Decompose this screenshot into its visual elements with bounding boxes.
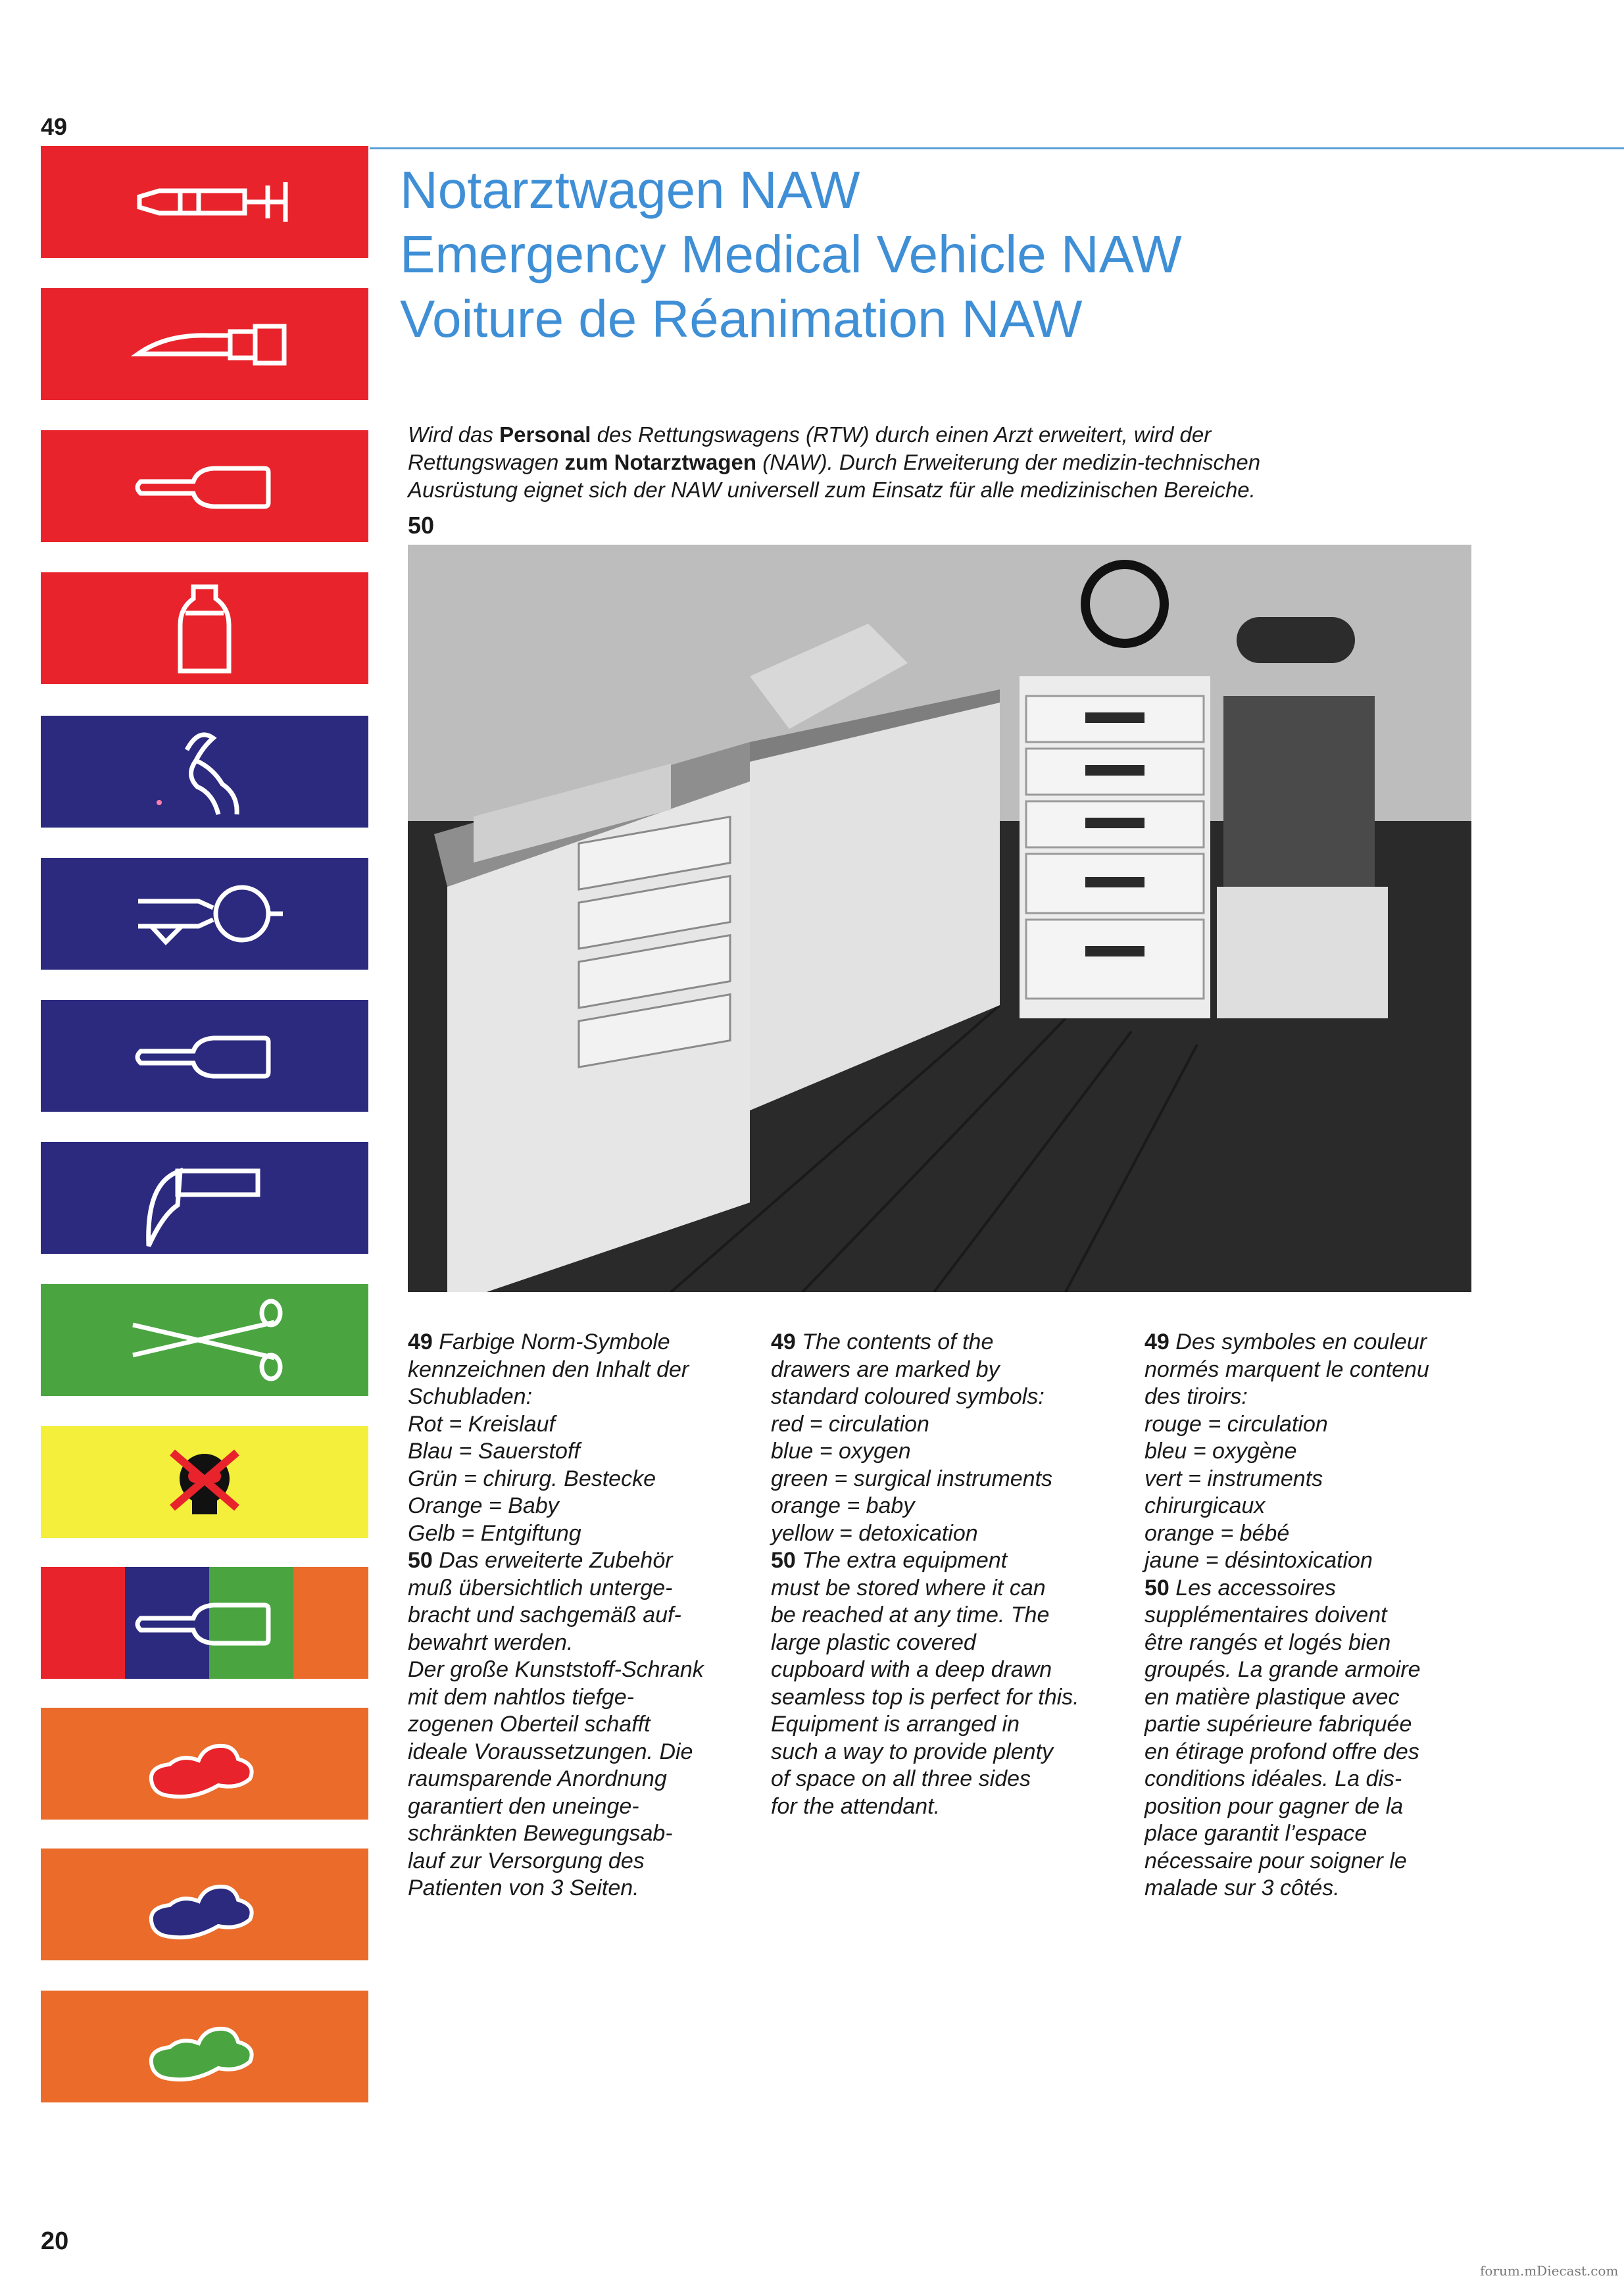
caption-line: raumsparende Anordnung — [408, 1766, 667, 1791]
caption-line: Der große Kunststoff-Schrank — [408, 1657, 704, 1682]
caption-line: position pour gagner de la — [1144, 1793, 1404, 1819]
intro-text: Ausrüstung eignet sich der NAW universell zum Einsatz für alle medizinischen Bereiche. — [408, 478, 1256, 502]
caption-line: Rot = Kreislauf — [408, 1411, 555, 1437]
caption-line: Grün = chirurg. Bestecke — [408, 1466, 656, 1491]
baby-icon — [41, 1849, 368, 1960]
symbol-ampoule-blue — [41, 1000, 368, 1112]
title-german: Notarztwagen NAW — [400, 161, 860, 219]
caption-line: yellow = detoxication — [771, 1520, 978, 1546]
symbol-multicolour-ampoule — [41, 1567, 368, 1679]
caption-line: red = circulation — [771, 1411, 929, 1437]
caption-line: muß übersichtlich unterge- — [408, 1575, 673, 1601]
scissors-icon — [41, 1284, 368, 1396]
caption-figure-number: 49 — [771, 1329, 796, 1354]
figure-label-49: 49 — [41, 113, 68, 140]
caption-line: nécessaire pour soigner le — [1144, 1848, 1407, 1874]
figure-label-50: 50 — [408, 512, 435, 539]
symbol-syringe — [41, 146, 368, 258]
caption-line: orange = baby — [771, 1493, 915, 1518]
symbol-scissors — [41, 1284, 368, 1396]
page-number: 20 — [41, 2227, 69, 2255]
title-french: Voiture de Réanimation NAW — [400, 289, 1083, 348]
watermark: forum.mDiecast.com — [1480, 2263, 1619, 2279]
photo-drawing — [408, 545, 1471, 1292]
caption-line: bewahrt werden. — [408, 1629, 574, 1655]
page-title — [400, 158, 1182, 351]
symbol-laryngoscope — [41, 716, 368, 828]
caption-line: bleu = oxygène — [1144, 1439, 1297, 1464]
caption-column-french — [1144, 1329, 1429, 1902]
skull-icon — [41, 1426, 368, 1538]
caption-line: The contents of the — [795, 1329, 994, 1354]
caption-line: garantiert den uneinge- — [408, 1793, 639, 1819]
symbol-scalpel — [41, 288, 368, 400]
caption-line: en matière plastique avec — [1144, 1684, 1400, 1710]
symbol-ampoule — [41, 430, 368, 542]
caption-column-german — [408, 1329, 704, 1902]
caption-line: of space on all three sides — [771, 1766, 1031, 1791]
caption-line: partie supérieure fabriquée — [1144, 1712, 1412, 1737]
caption-line: Farbige Norm-Symbole — [432, 1329, 670, 1354]
symbol-baby-red — [41, 1708, 368, 1820]
caption-line: blue = oxygen — [771, 1439, 911, 1464]
caption-line: must be stored where it can — [771, 1575, 1046, 1601]
scalpel-icon — [41, 288, 368, 400]
symbol-skull — [41, 1426, 368, 1538]
caption-line: Patienten von 3 Seiten. — [408, 1875, 639, 1900]
caption-line: conditions idéales. La dis- — [1144, 1766, 1402, 1791]
laryngoscope-icon — [41, 716, 368, 828]
caption-line: The extra equipment — [795, 1548, 1008, 1573]
intro-text: (NAW). Durch Erweiterung der medizin-technischen — [756, 450, 1261, 474]
symbol-baby-green — [41, 1991, 368, 2102]
caption-figure-number: 50 — [1144, 1575, 1169, 1601]
caption-line: Das erweiterte Zubehör — [432, 1548, 673, 1573]
caption-line: mit dem nahtlos tiefge- — [408, 1684, 634, 1710]
caption-line: groupés. La grande armoire — [1144, 1657, 1421, 1682]
caption-line: rouge = circulation — [1144, 1411, 1328, 1437]
caption-figure-number: 50 — [771, 1548, 796, 1573]
caption-column-english — [771, 1329, 1079, 1820]
caption-line: des tiroirs: — [1144, 1384, 1248, 1409]
caption-line: cupboard with a deep drawn — [771, 1657, 1052, 1682]
caption-line: Equipment is arranged in — [771, 1712, 1020, 1737]
caption-line: green = surgical instruments — [771, 1466, 1053, 1491]
caption-line: normés marquent le contenu — [1144, 1356, 1429, 1382]
symbol-baby-blue — [41, 1849, 368, 1960]
caption-line: drawers are marked by — [771, 1356, 1000, 1382]
caption-line: be reached at any time. The — [771, 1602, 1050, 1627]
intro-text: Wird das — [408, 422, 500, 447]
caption-line: vert = instruments — [1144, 1466, 1323, 1491]
ampoule-icon — [41, 1567, 368, 1679]
caption-line: for the attendant. — [771, 1793, 941, 1819]
breathing-bag-icon — [41, 858, 368, 970]
caption-line: malade sur 3 côtés. — [1144, 1875, 1340, 1900]
caption-figure-number: 50 — [408, 1548, 433, 1573]
caption-line: Blau = Sauerstoff — [408, 1439, 580, 1464]
intro-paragraph — [408, 421, 1493, 504]
laryngoscope-blade-icon — [41, 1142, 368, 1254]
caption-line: Gelb = Entgiftung — [408, 1520, 581, 1546]
intro-text: Rettungswagen — [408, 450, 565, 474]
caption-line: orange = bébé — [1144, 1520, 1290, 1546]
syringe-icon — [41, 146, 368, 258]
caption-line: bracht und sachgemäß auf- — [408, 1602, 681, 1627]
symbol-breathing-bag — [41, 858, 368, 970]
bottle-icon — [41, 572, 368, 684]
caption-line: Les accessoires — [1169, 1575, 1337, 1601]
caption-line: Schubladen: — [408, 1384, 533, 1409]
caption-line: lauf zur Versorgung des — [408, 1848, 645, 1874]
caption-line: seamless top is perfect for this. — [771, 1684, 1079, 1710]
caption-line: en étirage profond offre des — [1144, 1739, 1419, 1764]
caption-line: place garantit l’espace — [1144, 1821, 1367, 1846]
caption-figure-number: 49 — [1144, 1329, 1169, 1354]
caption-line: Orange = Baby — [408, 1493, 559, 1518]
symbol-bottle — [41, 572, 368, 684]
symbol-laryngoscope-blade — [41, 1142, 368, 1254]
caption-line: Des symboles en couleur — [1169, 1329, 1427, 1354]
ambulance-interior-photo — [408, 545, 1471, 1292]
caption-line: kennzeichnen den Inhalt der — [408, 1356, 689, 1382]
header-rule — [370, 147, 1624, 149]
caption-line: être rangés et logés bien — [1144, 1629, 1391, 1655]
caption-line: supplémentaires doivent — [1144, 1602, 1387, 1627]
caption-line: schränkten Bewegungsab- — [408, 1821, 673, 1846]
intro-bold-notarztwagen: zum Notarztwagen — [564, 450, 757, 474]
baby-icon — [41, 1991, 368, 2102]
caption-line: ideale Voraussetzungen. Die — [408, 1739, 693, 1764]
caption-line: such a way to provide plenty — [771, 1739, 1054, 1764]
caption-line: large plastic covered — [771, 1629, 976, 1655]
caption-line: jaune = désintoxication — [1144, 1548, 1373, 1573]
title-english: Emergency Medical Vehicle NAW — [400, 225, 1182, 284]
caption-figure-number: 49 — [408, 1329, 433, 1354]
intro-text: des Rettungswagens (RTW) durch einen Arzt erweitert, wird der — [591, 422, 1212, 447]
caption-line: zogenen Oberteil schafft — [408, 1712, 651, 1737]
ampoule-icon — [41, 1000, 368, 1112]
intro-bold-personal: Personal — [499, 422, 591, 447]
caption-line: standard coloured symbols: — [771, 1384, 1045, 1409]
caption-line: chirurgicaux — [1144, 1493, 1266, 1518]
baby-icon — [41, 1708, 368, 1820]
ampoule-icon — [41, 430, 368, 542]
